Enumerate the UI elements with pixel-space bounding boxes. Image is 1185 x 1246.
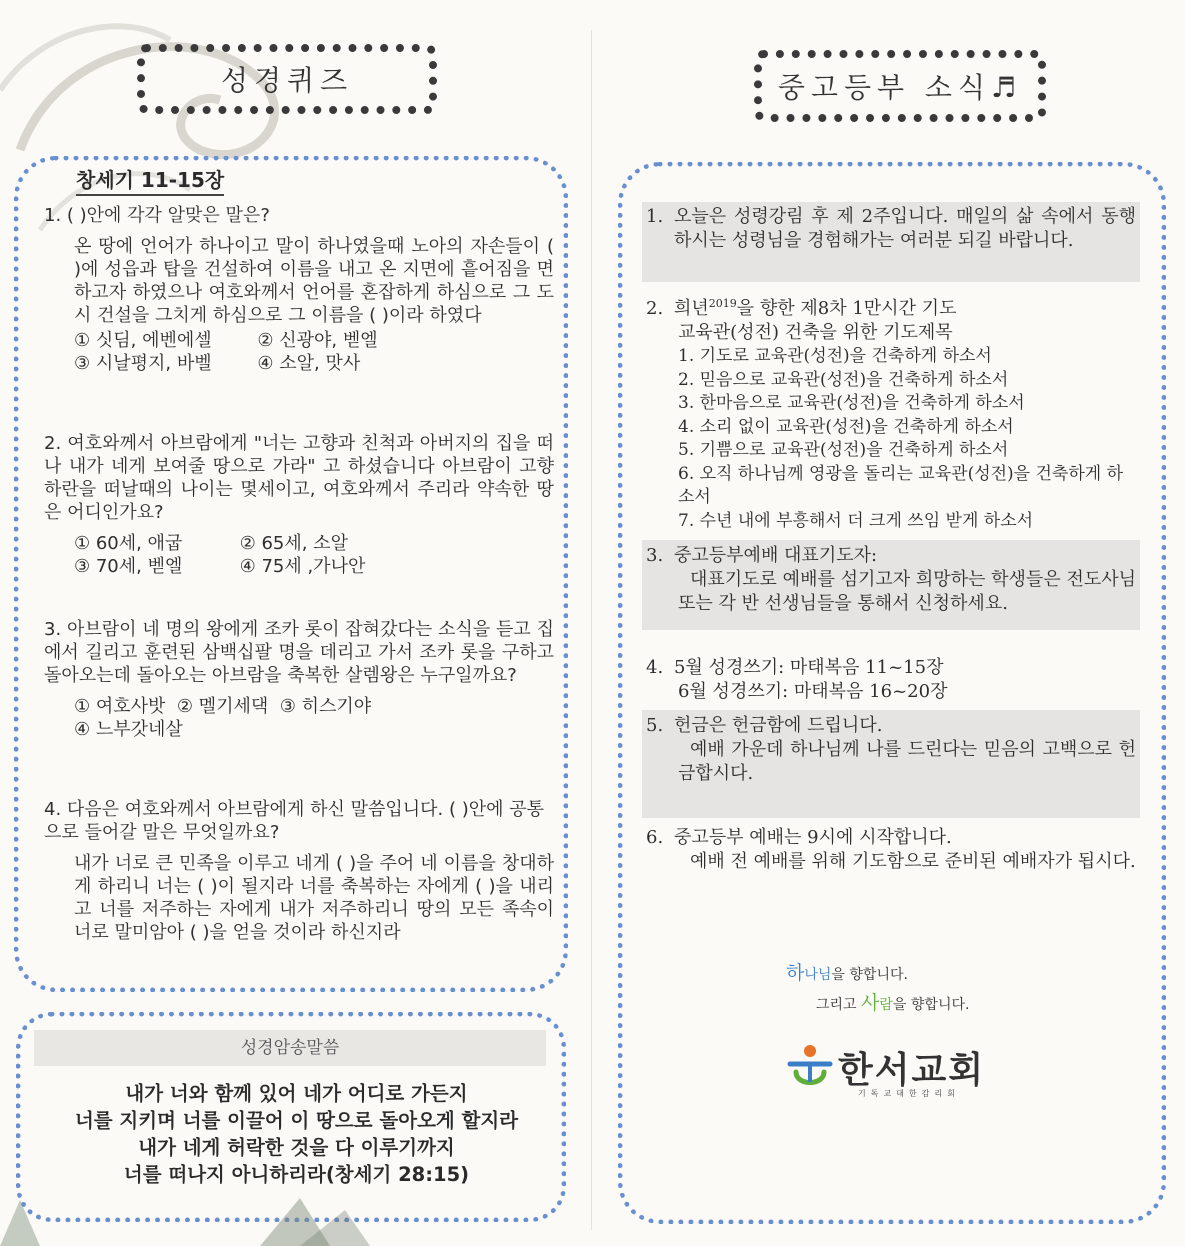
decorative-leaves — [0, 1180, 380, 1246]
memory-line: 너를 떠나지 아니하리라(창세기 28:15) — [123, 1163, 470, 1186]
memory-verse-text — [34, 1080, 559, 1188]
quiz-title-box — [137, 44, 437, 114]
news-line: 6월 성경쓰기: 마태복음 16~20장 — [678, 681, 948, 702]
prayer-item: 6. 오직 하나님께 영광을 돌리는 교육관(성전)을 건축하게 하소서 — [678, 463, 1124, 507]
slogan-text: 을 향합니다. — [831, 967, 908, 983]
quiz-heading: 창세기 11-15장 — [76, 164, 224, 196]
question-prompt: 1. ( )안에 각각 알맞은 말은? — [44, 205, 270, 226]
news-item-3 — [646, 544, 1136, 616]
question-prompt: 4. 다음은 여호와께서 아브람에게 하신 말씀입니다. ( )안에 공통으로 들어갈 말은 무엇일까요? — [44, 799, 545, 843]
slogan-line-1 — [786, 958, 908, 985]
slogan-highlight-rest: 나님 — [804, 967, 832, 983]
news-item-4 — [646, 656, 1136, 704]
news-heading: 중고등부 예배는 9시에 시작합니다. — [674, 827, 952, 848]
slogan-highlight: 하 — [786, 962, 805, 984]
church-subtitle: 기독교대한감리회 — [858, 1089, 960, 1098]
prayer-item: 1. 기도로 교육관(성전)을 건축하게 하소서 — [678, 346, 992, 366]
news-number: 4. — [646, 657, 664, 678]
option-line: ① 여호사밧 ② 멜기세댁 ③ 히스기야 — [74, 696, 372, 717]
news-text: 오늘은 성령강림 후 제 2주입니다. 매일의 삶 속에서 동행하시는 성령님을 경험해가는 여러분 되길 바랍니다. — [674, 206, 1136, 251]
news-item-6 — [646, 826, 1136, 874]
church-logo-icon — [786, 1042, 834, 1094]
news-item-2 — [646, 292, 1136, 533]
option-line: ④ 느부갓네살 — [74, 719, 183, 740]
prayer-item: 3. 한마음으로 교육관(성전)을 건축하게 하소서 — [678, 393, 1025, 413]
question-2 — [44, 432, 554, 578]
memory-verse-title: 성경암송말씀 — [34, 1030, 546, 1066]
slogan-text: 을 향합니다. — [892, 997, 970, 1013]
slogan-highlight: 사 — [861, 992, 880, 1014]
church-name: 한서교회 — [838, 1050, 986, 1091]
news-title-box — [754, 50, 1046, 122]
question-prompt: 3. 아브람이 네 명의 왕에게 조카 롯이 잡혀갔다는 소식을 듣고 집에서 길리고 훈련된 삼백십팔 명을 데리고 가서 조카 롯을 구하고 돌아오는데 돌아오는 아브람을 축복한 살렘왕은 누구일까요? — [44, 619, 554, 686]
prayer-item: 2. 믿음으로 교육관(성전)을 건축하게 하소서 — [678, 369, 1009, 390]
page-fold — [591, 30, 592, 1230]
news-number: 3. — [646, 545, 664, 566]
news-text: 예배 전 예배를 위해 기도함으로 준비된 예배자가 됩시다. — [690, 851, 1136, 872]
option-line: ① 60세, 애굽 ② 65세, 소알 — [74, 533, 348, 554]
news-number: 2. — [646, 298, 664, 319]
news-title: 중고등부 소식♬ — [777, 71, 1023, 104]
news-number: 6. — [646, 827, 664, 848]
news-item-5 — [646, 714, 1136, 786]
memory-line: 내가 네게 허락한 것을 다 이루기까지 — [138, 1136, 455, 1159]
question-prompt: 2. 여호와께서 아브람에게 "너는 고향과 친척과 아버지의 집을 떠나 내가 네게 보여줄 땅으로 가라" 고 하셨습니다 아브람이 고향 하란을 떠날때의 나이는 몇세이고, 여호와께서 주리라 약속한 땅은 어디인가요? — [44, 433, 554, 523]
quiz-title: 성경퀴즈 — [220, 64, 354, 97]
news-number: 5. — [646, 715, 664, 736]
slogan-line-2 — [816, 988, 969, 1015]
prayer-item: 7. 수년 내에 부흥해서 더 크게 쓰임 받게 하소서 — [678, 510, 1034, 531]
option-line: ③ 시날평지, 바벨 ④ 소알, 맛사 — [74, 353, 361, 374]
question-3 — [44, 618, 554, 741]
news-number: 1. — [646, 206, 664, 227]
news-heading-pre: 희년 — [674, 298, 709, 319]
question-options — [44, 532, 554, 578]
news-text: 예배 가운데 하나님께 나를 드린다는 믿음의 고백으로 헌금합시다. — [678, 739, 1136, 784]
news-subheading: 교육관(성전) 건축을 위한 기도제목 — [678, 322, 953, 343]
slogan-highlight-rest: 람 — [879, 997, 893, 1013]
prayer-list — [646, 345, 1136, 533]
prayer-item: 4. 소리 없이 교육관(성전)을 건축하게 하소서 — [678, 416, 1014, 437]
option-line: ③ 70세, 벧엘 ④ 75세 ,가나안 — [74, 556, 366, 577]
question-options — [44, 329, 554, 375]
question-4 — [44, 798, 554, 944]
memory-line: 내가 너와 함께 있어 네가 어디로 가든지 — [125, 1082, 468, 1105]
option-line: ① 싯딤, 에벤에셀 ② 신광야, 벧엘 — [74, 330, 378, 351]
news-item-1 — [646, 205, 1136, 253]
news-heading-sup: 2019 — [708, 297, 737, 310]
news-text: 대표기도로 예배를 섬기고자 희망하는 학생들은 전도사님 또는 각 반 선생님들을 통해서 신청하세요. — [678, 569, 1136, 614]
slogan-text: 그리고 — [816, 997, 862, 1013]
question-body: 내가 너로 큰 민족을 이루고 네게 ( )을 주어 네 이름을 창대하게 하리니 너는 ( )이 될지라 너를 축복하는 자에게 ( )을 내리고 너를 저주하는 자에게 내가 저주하리니 땅의 모든 족속이 너로 말미암아 ( )을 얻을 것이라 하신지라 — [74, 853, 554, 943]
question-1 — [44, 204, 554, 375]
news-heading: 중고등부예배 대표기도자: — [674, 545, 878, 566]
news-heading-post: 을 향한 제8차 1만시간 기도 — [736, 298, 957, 319]
news-heading: 헌금은 헌금함에 드립니다. — [674, 715, 883, 736]
question-body: 온 땅에 언어가 하나이고 말이 하나였을때 노아의 자손들이 ( )에 성읍과 탑을 건설하여 이름을 내고 온 지면에 흩어짐을 면하고자 하였으나 여호와께서 언어를 혼잡하게 하심으로 그 도시 건설을 그치게 하심으로 그 이름을 ( )이라 하였다 — [74, 236, 554, 326]
memory-line: 너를 지키며 너를 이끌어 이 땅으로 돌아오게 할지라 — [74, 1109, 519, 1132]
news-line: 5월 성경쓰기: 마태복음 11~15장 — [674, 657, 944, 678]
prayer-item: 5. 기쁨으로 교육관(성전)을 건축하게 하소서 — [678, 440, 1009, 460]
question-options — [44, 695, 554, 741]
